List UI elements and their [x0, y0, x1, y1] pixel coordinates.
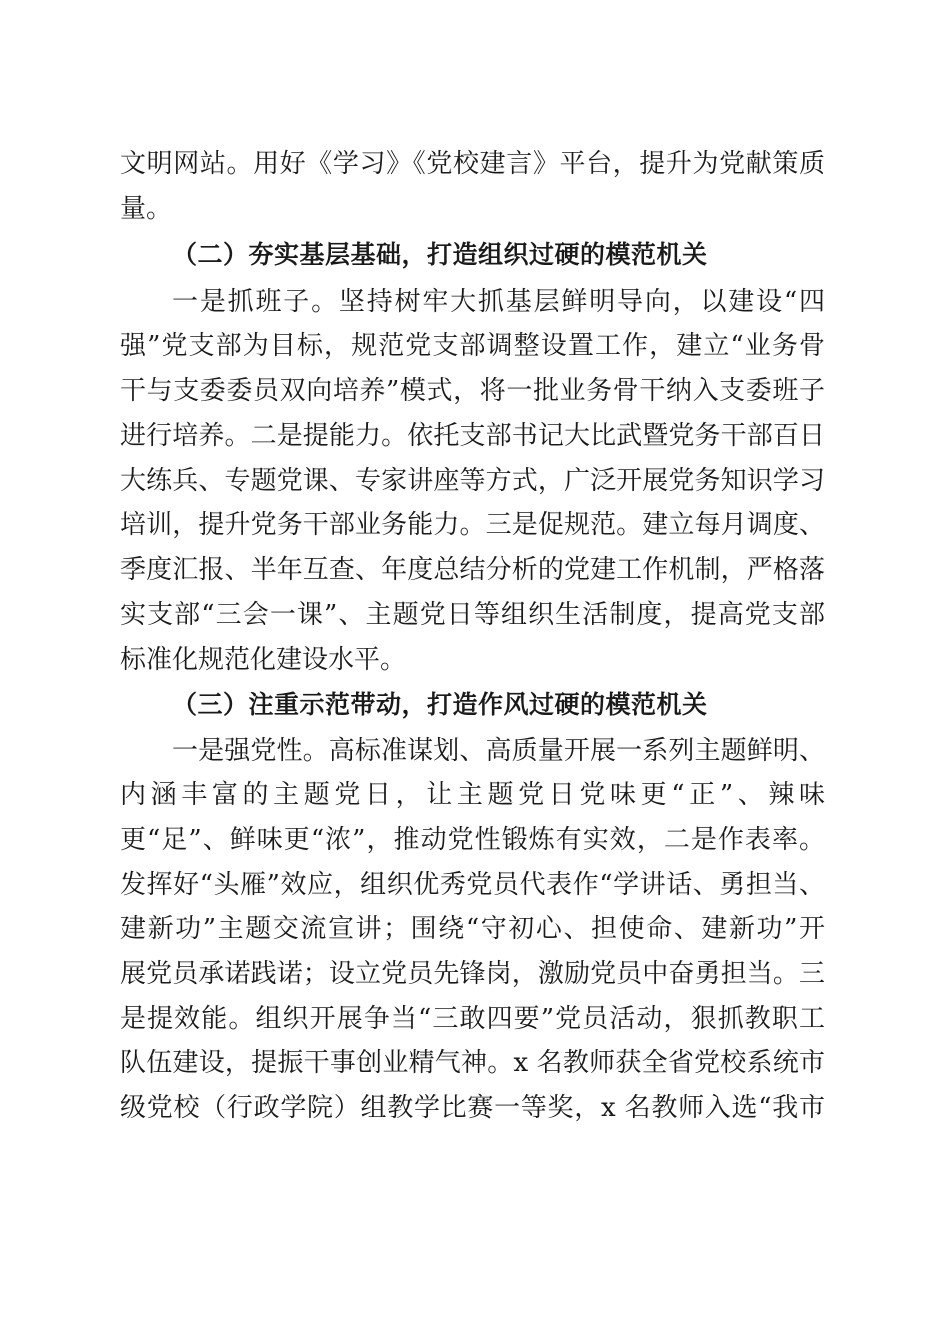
paragraph-line: 标准化规范化建设水平。 — [120, 645, 407, 675]
paragraph-line: 干与支委委员双向培养”模式，将一批业务骨干纳入支委班子 — [120, 376, 825, 406]
paragraph-line: 一是强党性。高标准谋划、高质量开展一系列主题鲜明、 — [172, 736, 825, 766]
paragraph-line: 季度汇报、半年互查、年度总结分析的党建工作机制，严格落 — [120, 555, 825, 585]
paragraph-line: 文明网站。用好《学习》《党校建言》平台，提升为党献策质 — [120, 149, 825, 179]
section-heading-3: （三）注重示范带动，打造作风过硬的模范机关 — [172, 690, 708, 719]
paragraph-line: 强”党支部为目标，规范党支部调整设置工作，建立“业务骨 — [120, 331, 825, 361]
paragraph-line: 内涵丰富的主题党日，让主题党日党味更“正”、辣味 — [120, 780, 825, 810]
paragraph-line: 是提效能。组织开展争当“三敢四要”党员活动，狠抓教职工 — [120, 1004, 825, 1034]
paragraph-line: 建新功”主题交流宣讲；围绕“守初心、担使命、建新功”开 — [120, 914, 825, 944]
paragraph-line: 更“足”、鲜味更“浓”，推动党性锻炼有实效，二是作表率。 — [120, 825, 825, 855]
paragraph-line: 大练兵、专题党课、专家讲座等方式，广泛开展党务知识学习 — [120, 466, 825, 496]
paragraph-line: 发挥好“头雁”效应，组织优秀党员代表作“学讲话、勇担当、 — [120, 870, 825, 900]
paragraph-line: 进行培养。二是提能力。依托支部书记大比武暨党务干部百日 — [120, 421, 825, 451]
paragraph-line: 培训，提升党务干部业务能力。三是促规范。建立每月调度、 — [120, 510, 825, 540]
paragraph-line: 实支部“三会一课”、主题党日等组织生活制度，提高党支部 — [120, 600, 825, 630]
paragraph-line: 展党员承诺践诺；设立党员先锋岗，激励党员中奋勇担当。三 — [120, 959, 825, 989]
paragraph-line: 队伍建设，提振干事创业精气神。x 名教师获全省党校系统市 — [120, 1048, 825, 1078]
paragraph-line: 级党校（行政学院）组教学比赛一等奖，x 名教师入选“我市 — [120, 1093, 825, 1123]
section-heading-2: （二）夯实基层基础，打造组织过硬的模范机关 — [172, 240, 708, 269]
paragraph-line: 一是抓班子。坚持树牢大抓基层鲜明导向，以建设“四 — [172, 287, 825, 317]
paragraph-line: 量。 — [120, 194, 173, 224]
